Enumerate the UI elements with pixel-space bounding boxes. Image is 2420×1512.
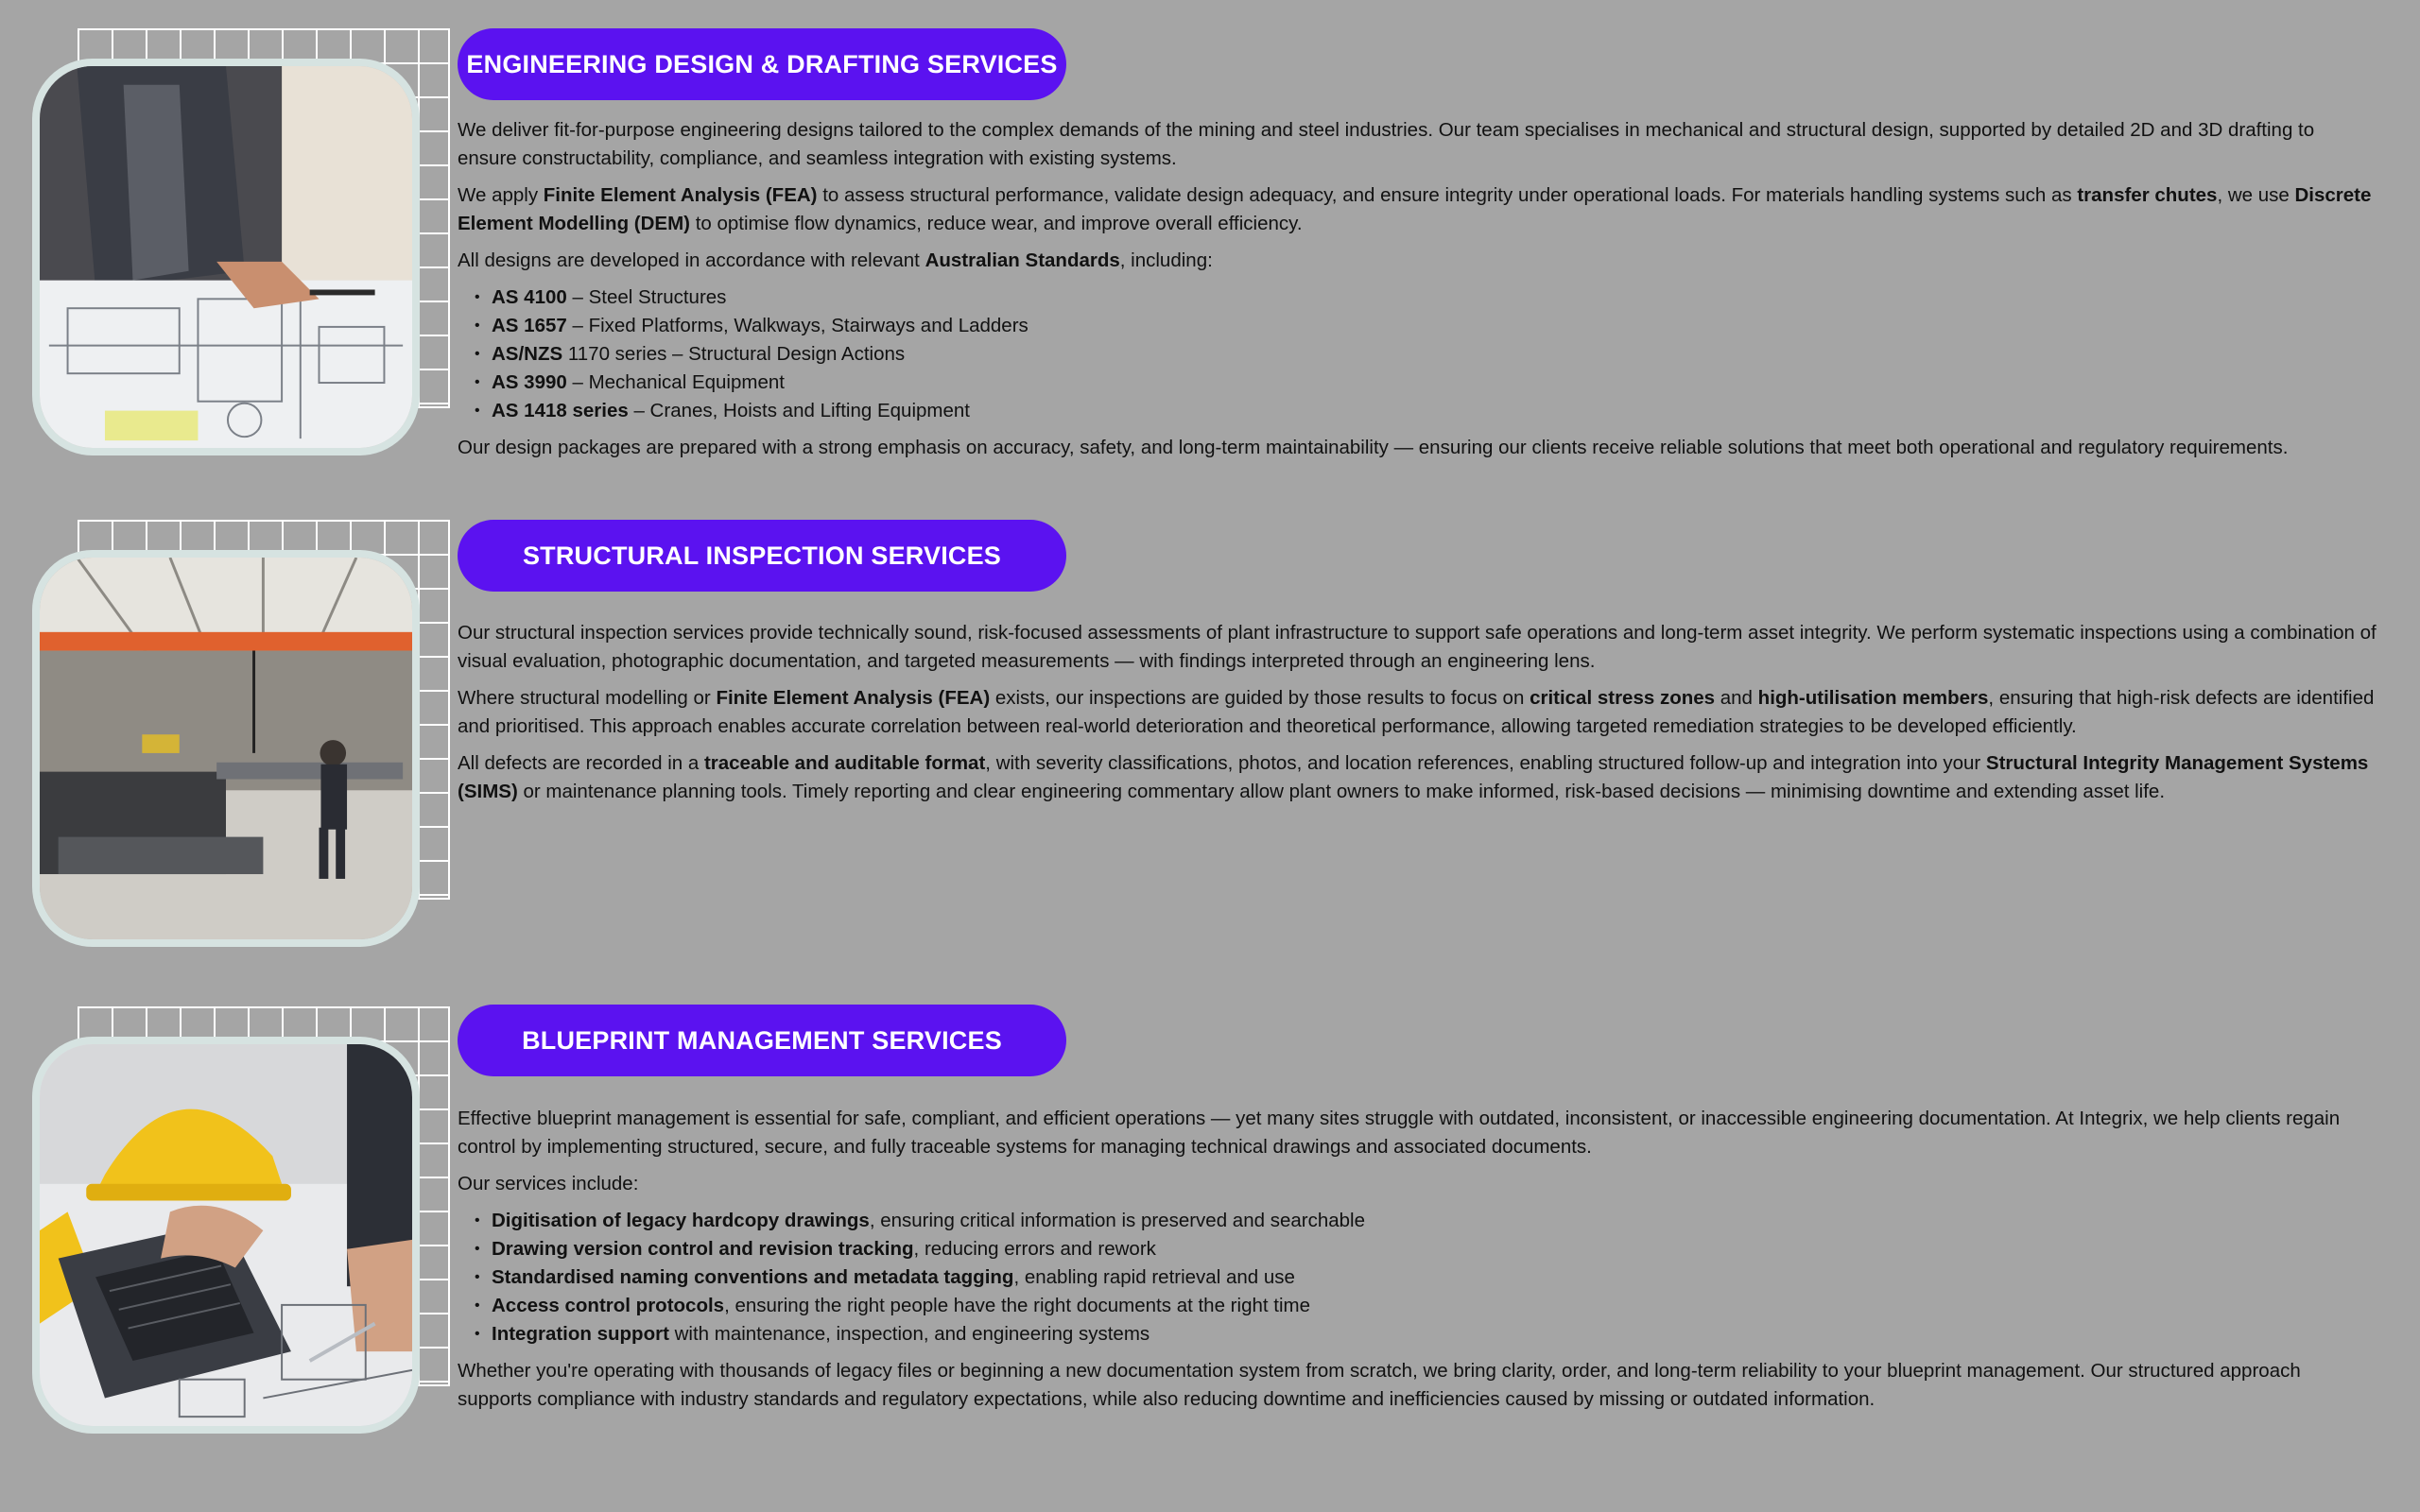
list-item: • Digitisation of legacy hardcopy drawings, ensuring critical information is preserved and searchable — [492, 1207, 2377, 1235]
section-title: BLUEPRINT MANAGEMENT SERVICES — [522, 1025, 1002, 1055]
section-body — [458, 619, 2377, 815]
services-list — [458, 1207, 2377, 1349]
section-title-pill — [458, 28, 1066, 100]
list-item: • Access control protocols, ensuring the right people have the right documents at the right time — [492, 1292, 2377, 1320]
paragraph: Whether you're operating with thousands of legacy files or beginning a new documentation system from scratch, we bring clarity, order, and long-term reliability to your blueprint management. Our structured approach supports compliance with industry standards and regulatory expectations, while also reducing downtime and inefficiencies caused by missing or outdated information. — [458, 1360, 2301, 1410]
image-icon — [40, 66, 412, 448]
section-body — [458, 1105, 2377, 1422]
list-item: • AS 3990 – Mechanical Equipment — [492, 369, 2377, 397]
list-item: • Drawing version control and revision tracking, reducing errors and rework — [492, 1235, 2377, 1263]
paragraph: Effective blueprint management is essential for safe, compliant, and efficient operations — yet many sites struggle with outdated, inconsistent, or inaccessible engineering documentation. At Integrix, we help clients regain control by implementing structured, secure, and fully traceable systems for managing technical drawings and associated documents. — [458, 1108, 2341, 1158]
section-title-pill — [458, 520, 1066, 592]
paragraph: All defects are recorded in a traceable and auditable format, with severity classifications, photos, and location references, enabling structured follow-up and integration into your Structural Integrity Management Systems (SIMS) or maintenance planning tools. Timely reporting and clear engineering commentary allow plant owners to make informed, risk-based decisions — minimising downtime and extending asset life. — [458, 752, 2369, 802]
paragraph: Our structural inspection services provide technically sound, risk-focused assessments of plant infrastructure to support safe operations and long-term asset integrity. We perform systematic inspections using a combination of visual evaluation, photographic documentation, and targeted measurements — with findings interpreted through an engineering lens. — [458, 622, 2377, 672]
list-item: • AS 1418 series – Cranes, Hoists and Lifting Equipment — [492, 397, 2377, 425]
image-icon — [40, 1044, 412, 1426]
image-icon — [40, 558, 412, 939]
paragraph: Our design packages are prepared with a strong emphasis on accuracy, safety, and long-term maintainability — ensuring our clients receive reliable solutions that meet both operational and regulatory requirements. — [458, 437, 2289, 458]
paragraph: We deliver fit-for-purpose engineering designs tailored to the complex demands of the mining and steel industries. Our team specialises in mechanical and structural design, supported by detailed 2D and 3D drafting to ensure constructability, compliance, and seamless integration with existing systems. — [458, 119, 2315, 169]
section-body — [458, 116, 2377, 471]
hardhat-laptop-photo — [32, 1037, 420, 1434]
list-item: • AS 1657 – Fixed Platforms, Walkways, Stairways and Ladders — [492, 312, 2377, 340]
warehouse-crane-photo — [32, 550, 420, 947]
paragraph: Where structural modelling or Finite Element Analysis (FEA) exists, our inspections are guided by those results to focus on critical stress zones and high-utilisation members, ensuring that high-risk defects are identified and prioritised. This approach enables accurate correlation between real-world deterioration and theoretical performance, allowing targeted remediation strategies to be developed efficiently. — [458, 687, 2375, 737]
paragraph: We apply Finite Element Analysis (FEA) to assess structural performance, validate design adequacy, and ensure integrity under operational loads. For materials handling systems such as transfer chutes, we use Discrete Element Modelling (DEM) to optimise flow dynamics, reduce wear, and improve overall efficiency. — [458, 184, 2372, 234]
section-title: ENGINEERING DESIGN & DRAFTING SERVICES — [466, 49, 1058, 78]
paragraph: All designs are developed in accordance with relevant Australian Standards, including: — [458, 249, 1213, 271]
list-item: • AS 4100 – Steel Structures — [492, 284, 2377, 312]
list-item: • AS/NZS 1170 series – Structural Design Actions — [492, 340, 2377, 369]
standards-list — [458, 284, 2377, 425]
section-title-pill — [458, 1005, 1066, 1076]
list-item: • Standardised naming conventions and metadata tagging, enabling rapid retrieval and use — [492, 1263, 2377, 1292]
engineer-drafting-photo — [32, 59, 420, 455]
section-title: STRUCTURAL INSPECTION SERVICES — [522, 541, 1002, 570]
paragraph: Our services include: — [458, 1173, 639, 1194]
list-item: • Integration support with maintenance, inspection, and engineering systems — [492, 1320, 2377, 1349]
